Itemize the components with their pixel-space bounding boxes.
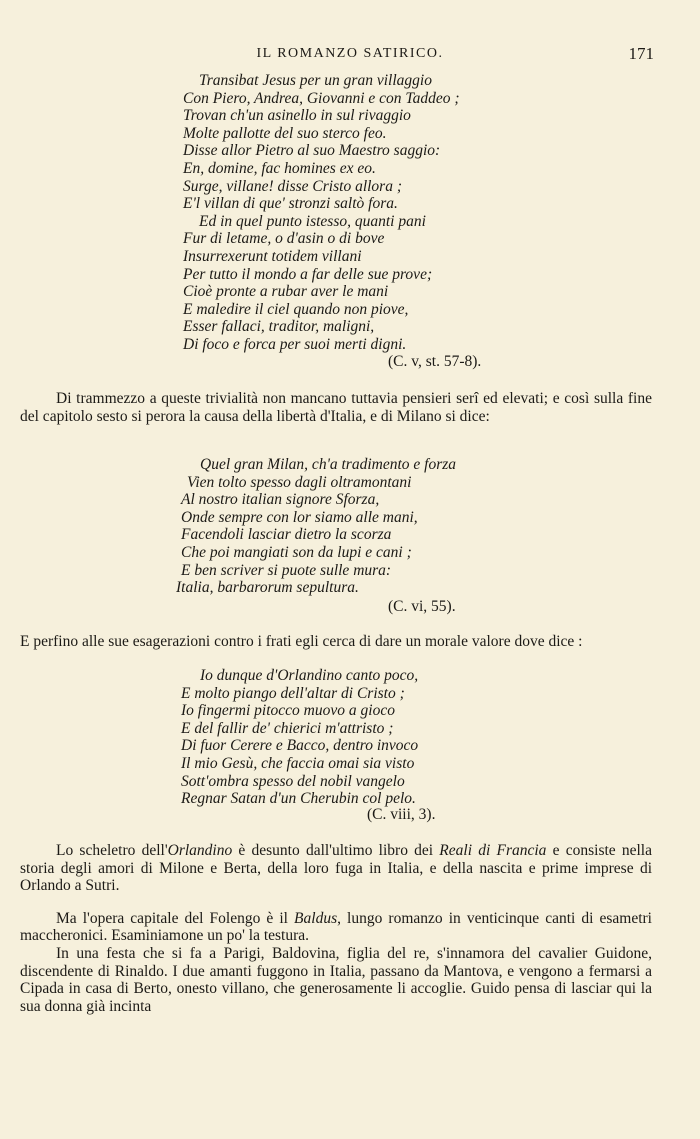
verse-line: Ed in quel punto istesso, quanti pani	[199, 212, 426, 230]
text-run: è desunto dall'ultimo libro dei	[232, 842, 440, 859]
verse-line: Che poi mangiati son da lupi e cani ;	[181, 543, 412, 561]
verse-line: Vien tolto spesso dagli oltramontani	[187, 473, 412, 491]
verse-block-1	[183, 72, 460, 354]
page-number: 171	[628, 44, 654, 63]
paragraphs-main	[20, 842, 652, 1015]
verse-line: Regnar Satan d'un Cherubin col pelo.	[181, 790, 416, 808]
verse-line: E del fallir de' chierici m'attristo ;	[181, 719, 394, 737]
paragraph-3	[20, 842, 652, 895]
paragraph-4	[20, 910, 652, 945]
verse-line: Trovan ch'un asinello in sul rivaggio	[183, 107, 411, 125]
citation-1: (C. v, st. 57-8).	[388, 353, 482, 370]
italic-title: Orlandino	[167, 842, 233, 859]
verse-line: Sott'ombra spesso del nobil vangelo	[181, 772, 405, 790]
verse-line: Cioè pronte a rubar aver le mani	[183, 283, 389, 301]
verse-line: Facendoli lasciar dietro la scorza	[181, 526, 392, 544]
italic-title: Baldus	[294, 909, 338, 927]
verse-line: Surge, villane! disse Cristo allora ;	[183, 177, 402, 195]
citation-2: (C. vi, 55).	[388, 598, 456, 615]
verse-line: Di fuor Cerere e Bacco, dentro invoco	[181, 737, 419, 755]
verse-line: Il mio Gesù, che faccia omai sia visto	[181, 754, 415, 772]
running-title: IL ROMANZO SATIRICO.	[256, 46, 444, 61]
verse-line: E ben scriver si puote sulle mura:	[181, 561, 392, 579]
citation-3: (C. viii, 3).	[367, 806, 436, 823]
verse-line: E'l villan di que' stronzi saltò fora.	[183, 195, 398, 213]
paragraph-text: Di trammezzo a queste trivialità non mancano tuttavia pensieri serî ed elevati; e così sulla fine del capitolo sesto si perora la causa della libertà d'Italia, e di Milano si dice:	[20, 390, 652, 425]
verse-line: Insurrexerunt totidem villani	[183, 247, 362, 265]
verse-block-3	[181, 667, 418, 808]
verse-line: En, domine, fac homines ex eo.	[183, 159, 376, 177]
verse-line: Onde sempre con lor siamo alle mani,	[181, 508, 418, 526]
verse-line: Transibat Jesus per un gran villaggio	[199, 72, 432, 89]
verse-line: Di foco e forca per suoi merti digni.	[183, 335, 407, 353]
verse-line: Con Piero, Andrea, Giovanni e con Taddeo ;	[183, 89, 460, 107]
text-run: , lungo romanzo in venticinque canti di esametri maccheronici. Esaminiamone un po' la testura.	[20, 909, 652, 945]
verse-line: Fur di letame, o d'asin o di bove	[183, 230, 385, 248]
verse-line: Molte pallotte del suo sterco feo.	[183, 124, 387, 142]
verse-line: E molto piango dell'altar di Cristo ;	[181, 684, 405, 702]
paragraph-text: E perfino alle sue esagerazioni contro i frati egli cerca di dare un morale valore dove dice :	[20, 633, 583, 650]
verse-line: E maledire il ciel quando non piove,	[183, 300, 409, 318]
paragraph-2	[20, 633, 652, 651]
page-header	[0, 44, 700, 68]
italic-title: Reali di Francia	[439, 842, 547, 859]
paragraph-1	[20, 390, 652, 425]
verse-line: Per tutto il mondo a far delle sue prove;	[183, 265, 433, 283]
verse-line: Quel gran Milan, ch'a tradimento e forza	[200, 456, 457, 473]
verse-line: Al nostro italian signore Sforza,	[181, 491, 380, 509]
verse-line: Io dunque d'Orlandino canto poco,	[200, 667, 419, 684]
text-run: Ma l'opera capitale del Folengo è il	[56, 909, 295, 927]
text-run: e consiste nella storia degli amori di Milone e Berta, della loro fuga in Italia, e della nascita e prime imprese di Orlando a Sutri.	[20, 842, 652, 895]
verse-line: Disse allor Pietro al suo Maestro saggio:	[183, 142, 441, 160]
verse-block-2	[176, 456, 456, 597]
verse-line: Esser fallaci, traditor, maligni,	[183, 318, 375, 336]
text-run: Lo scheletro dell'	[56, 842, 168, 859]
verse-line: Italia, barbarorum sepultura.	[176, 579, 359, 597]
paragraph-5: In una festa che si fa a Parigi, Baldovina, figlia del re, s'innamora del cavalier Guidone, discendente di Rinaldo. I due amanti fuggono in Italia, passano da Mantova, e vengono a fermarsi a Cipada in casa di Berto, onesto villano, che generosamente li accoglie. Guido pensa di lasciar qui la sua donna già incinta	[20, 944, 652, 1015]
verse-line: Io fingermi pitocco muovo a gioco	[181, 702, 395, 720]
